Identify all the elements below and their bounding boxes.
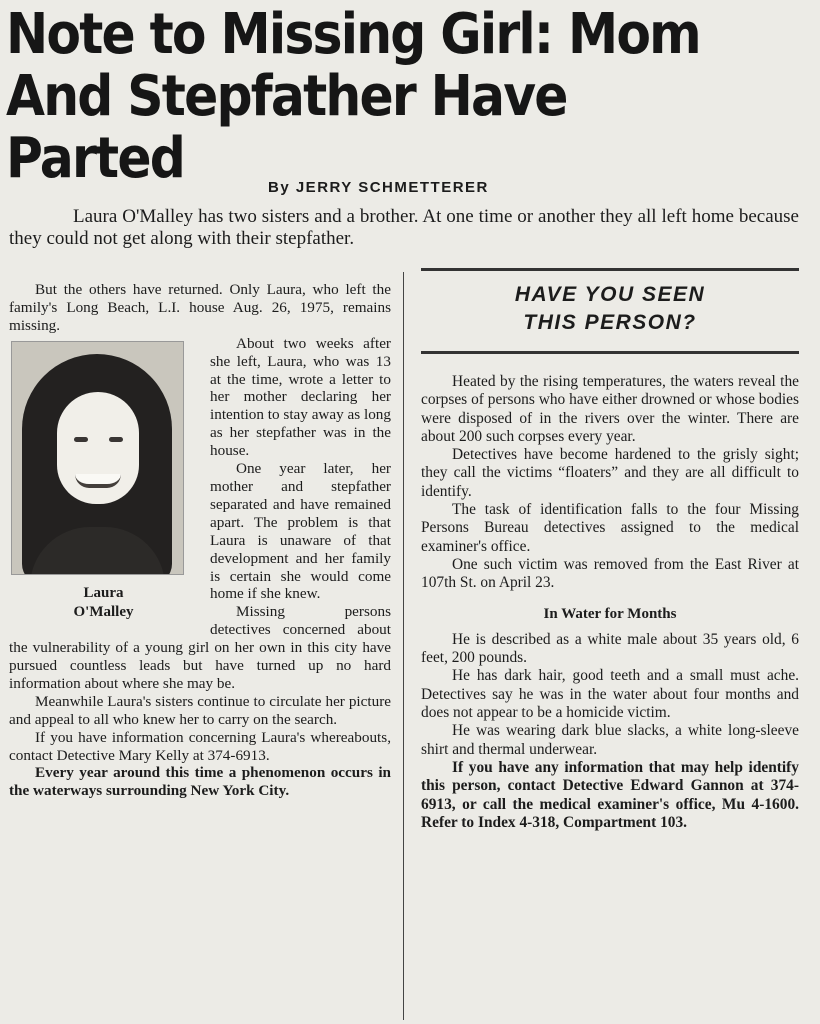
- column-divider: [403, 272, 404, 1020]
- sidebar-paragraph: One such victim was removed from the East River at 107th St. on April 23.: [421, 555, 799, 592]
- left-column: [9, 281, 391, 800]
- sidebar-title: [421, 271, 799, 351]
- sidebar-paragraph: Heated by the rising temperatures, the waters reveal the corpses of persons who have either drowned or whose bodies were disposed of in the rivers over the winter. There are about 200 such corpses every year.: [421, 373, 799, 445]
- sidebar-title-line-1: HAVE YOU SEEN: [514, 283, 706, 306]
- sidebar-subhead: In Water for Months: [543, 605, 677, 622]
- sidebar-paragraph: He is described as a white male about 35 years old, 6 feet, 200 pounds.: [421, 630, 799, 667]
- headline: [6, 4, 735, 190]
- sidebar-paragraph: The task of identification falls to the four Missing Persons Bureau detectives assigned to the medical examiner's office.: [421, 501, 799, 555]
- byline: By JERRY SCHMETTERER: [268, 179, 489, 196]
- lede-paragraph: Laura O'Malley has two sisters and a brother. At one time or another they all left home because they could not get along with their stepfather.: [9, 206, 799, 249]
- sidebar-rule-bottom: [421, 351, 799, 354]
- article-paragraph: Meanwhile Laura's sisters continue to circulate her picture and appeal to all who knew her to carry on the search.: [9, 692, 391, 728]
- article-paragraph: If you have information concerning Laura's whereabouts, contact Detective Mary Kelly at 374-6913.: [9, 728, 391, 764]
- headline-line-2: And Stepfather Have Parted: [6, 64, 567, 191]
- sidebar-paragraph: If you have any information that may help identify this person, contact Detective Edward Gannon at 374-6913, or call the medical examiner's office, Mu 4-1600. Refer to Index 4-318, Compartment 103.: [421, 758, 799, 831]
- article-paragraph: Every year around this time a phenomenon occurs in the waterways surrounding New York City.: [9, 764, 391, 800]
- article-paragraph: Missing persons detectives concerned about the vulnerability of a young girl on her own in this city have pursued countless leads but have turned up no hard information about where she may be.: [9, 603, 391, 692]
- article-paragraph: About two weeks after she left, Laura, who was 13 at the time, wrote a letter to her mother declaring her intention to stay away as long as her stepfather was in the house.: [210, 334, 391, 460]
- article-paragraph: But the others have returned. Only Laura, who left the family's Long Beach, L.I. house Aug. 26, 1975, remains missing.: [9, 281, 391, 334]
- sidebar-title-line-2: THIS PERSON?: [523, 311, 697, 334]
- portrait-photo: [11, 341, 184, 575]
- sidebar-paragraph: He has dark hair, good teeth and a small must ache. Detectives say he was in the water about four months and does not appear to be a homicide victim.: [421, 667, 799, 722]
- sidebar-paragraph: He was wearing dark blue slacks, a white long-sleeve shirt and thermal underwear.: [421, 722, 799, 758]
- article-paragraph: One year later, her mother and stepfather separated and have remained apart. The problem is that Laura is unaware of that development and her family is certain she would come home if she knew.: [210, 460, 391, 603]
- sidebar-column: [421, 268, 799, 832]
- headline-line-1: Note to Missing Girl: Mom: [6, 2, 700, 67]
- caption-line-1: Laura: [83, 584, 124, 601]
- photo-caption: [11, 584, 196, 622]
- caption-line-2: O'Malley: [73, 603, 134, 620]
- sidebar-paragraph: Detectives have become hardened to the grisly sight; they call the victims “floaters” and they are all difficult to identify.: [421, 446, 799, 500]
- photo-figure: [11, 341, 196, 622]
